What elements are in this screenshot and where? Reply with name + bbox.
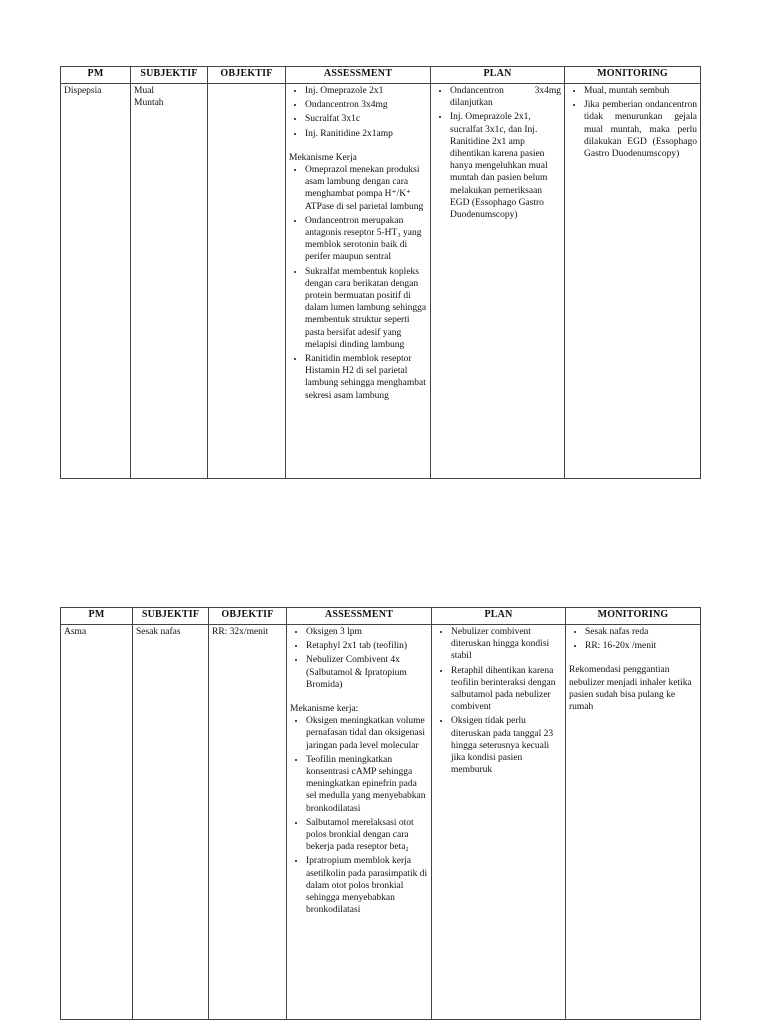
list-item: • Ranitidin memblok reseptor Histamin H2 di sel parietal lambung sehingga menghambat sekresi asam lambung [305,353,427,402]
list-item: • Oksigen meningkatkan volume pernafasan tidal dan oksigenasi jaringan pada level molecular [306,715,428,752]
list-item: • Ondancentron merupakan antagonis reseptor 5-HT₃ yang memblok serotonin baik di perifer maupun sentral [305,215,427,264]
header-monitoring: MONITORING [565,67,701,84]
mekanisme-title: Mekanisme Kerja [289,152,357,163]
header-subjektif: SUBJEKTIF [133,608,209,625]
pm-cell: Asma [61,625,133,1020]
list-item: • Retaphil dihentikan karena teofilin berinteraksi dengan salbutamol pada nebulizer combivent [451,665,562,714]
monitoring-cell [565,84,701,479]
care-plan-table-dispepsia [60,66,701,479]
mekanisme-list [289,164,427,402]
header-pm: PM [61,67,131,84]
list-item: • Ondancentron 3x4mg dilanjutkan [450,85,561,109]
list-item: • Mual, muntah sembuh [584,85,697,97]
subjektif-cell: Sesak nafas [133,625,209,1020]
subjektif-line: Muntah [134,98,164,109]
monitoring-cell [566,625,701,1020]
mekanisme-list [290,715,428,916]
objektif-cell [208,84,286,479]
pm-cell: Dispepsia [61,84,131,479]
list-item: • Teofilin meningkatkan konsentrasi cAMP sehingga meningkatkan epinefrin pada sel medulla yang menyebabkan bronkodilatasi [306,754,428,815]
subjektif-cell [131,84,208,479]
header-subjektif: SUBJEKTIF [131,67,208,84]
care-plan-table-asma [60,607,701,1020]
table-row [61,84,701,479]
list-item: • Sesak nafas reda [585,626,697,638]
list-item: • Omeprazol menekan produksi asam lambung dengan cara menghambat pompa H⁺/K⁺ ATPase di sel parietal lambung [305,164,427,213]
list-item: • Sukralfat membentuk kopleks dengan cara berikatan dengan protein bermuatan positif di dalam lumen lambung sehingga membentuk struktur seperti pasta bersifat adesif yang melapisi dinding lambung [305,266,427,351]
table-header-row [61,67,701,84]
header-monitoring: MONITORING [566,608,701,625]
list-item: • Retaphyl 2x1 tab (teofilin) [306,640,428,652]
plan-list [435,626,562,776]
objektif-cell: RR: 32x/menit [209,625,287,1020]
rekomendasi-text: Rekomendasi penggantian nebulizer menjadi inhaler ketika pasien sudah bisa pulang ke rumah [569,665,692,713]
table-header-row [61,608,701,625]
assessment-drug-list [289,85,427,140]
assessment-drug-list [290,626,428,691]
list-item: • Ondancentron 3x4mg [305,99,427,111]
plan-cell [431,84,565,479]
header-plan: PLAN [431,67,565,84]
table-row [61,625,701,1020]
header-pm: PM [61,608,133,625]
subjektif-line: Mual [134,86,155,96]
list-item: • Oksigen tidak perlu diteruskan pada tanggal 23 hingga seterusnya kecuali jika kondisi pasien memburuk [451,715,562,776]
assessment-cell [286,84,431,479]
mekanisme-title: Mekanisme kerja: [290,704,359,715]
plan-list [434,85,561,221]
list-item: • Nebulizer combivent diteruskan hingga kondisi stabil [451,626,562,663]
list-item: • Jika pemberian ondancentron tidak menurunkan gejala mual muntah, maka perlu dilakukan EGD (Essophago Gastro Duodenumscopy) [584,99,697,160]
assessment-cell [287,625,432,1020]
list-item: • Inj. Ranitidine 2x1amp [305,128,427,140]
header-objektif: OBJEKTIF [208,67,286,84]
header-plan: PLAN [432,608,566,625]
list-item: • Sucralfat 3x1c [305,113,427,125]
list-item: • Salbutamol merelaksasi otot polos bronkial dengan cara bekerja pada reseptor beta₂ [306,817,428,854]
list-item: • Nebulizer Combivent 4x (Salbutamol & Ipratopium Bromida) [306,654,428,691]
monitoring-list [569,626,697,652]
header-objektif: OBJEKTIF [209,608,287,625]
list-item: • RR: 16-20x /menit [585,640,697,652]
monitoring-list [568,85,697,160]
list-item: • Inj. Omeprazole 2x1 [305,85,427,97]
list-item: • Ipratropium memblok kerja asetilkolin pada parasimpatik di dalam otot polos bronkial sehingga menyebabkan bronkodilatasi [306,855,428,916]
header-assessment: ASSESSMENT [287,608,432,625]
plan-cell [432,625,566,1020]
list-item: • Inj. Omeprazole 2x1, sucralfat 3x1c, dan Inj. Ranitidine 2x1 amp dihentikan karena pasien hanya mengeluhkan mual muntah dan pasien belum melakukan pemeriksaan EGD (Essophago Gastro Duodenumscopy) [450,111,561,221]
list-item: • Oksigen 3 lpm [306,626,428,638]
header-assessment: ASSESSMENT [286,67,431,84]
